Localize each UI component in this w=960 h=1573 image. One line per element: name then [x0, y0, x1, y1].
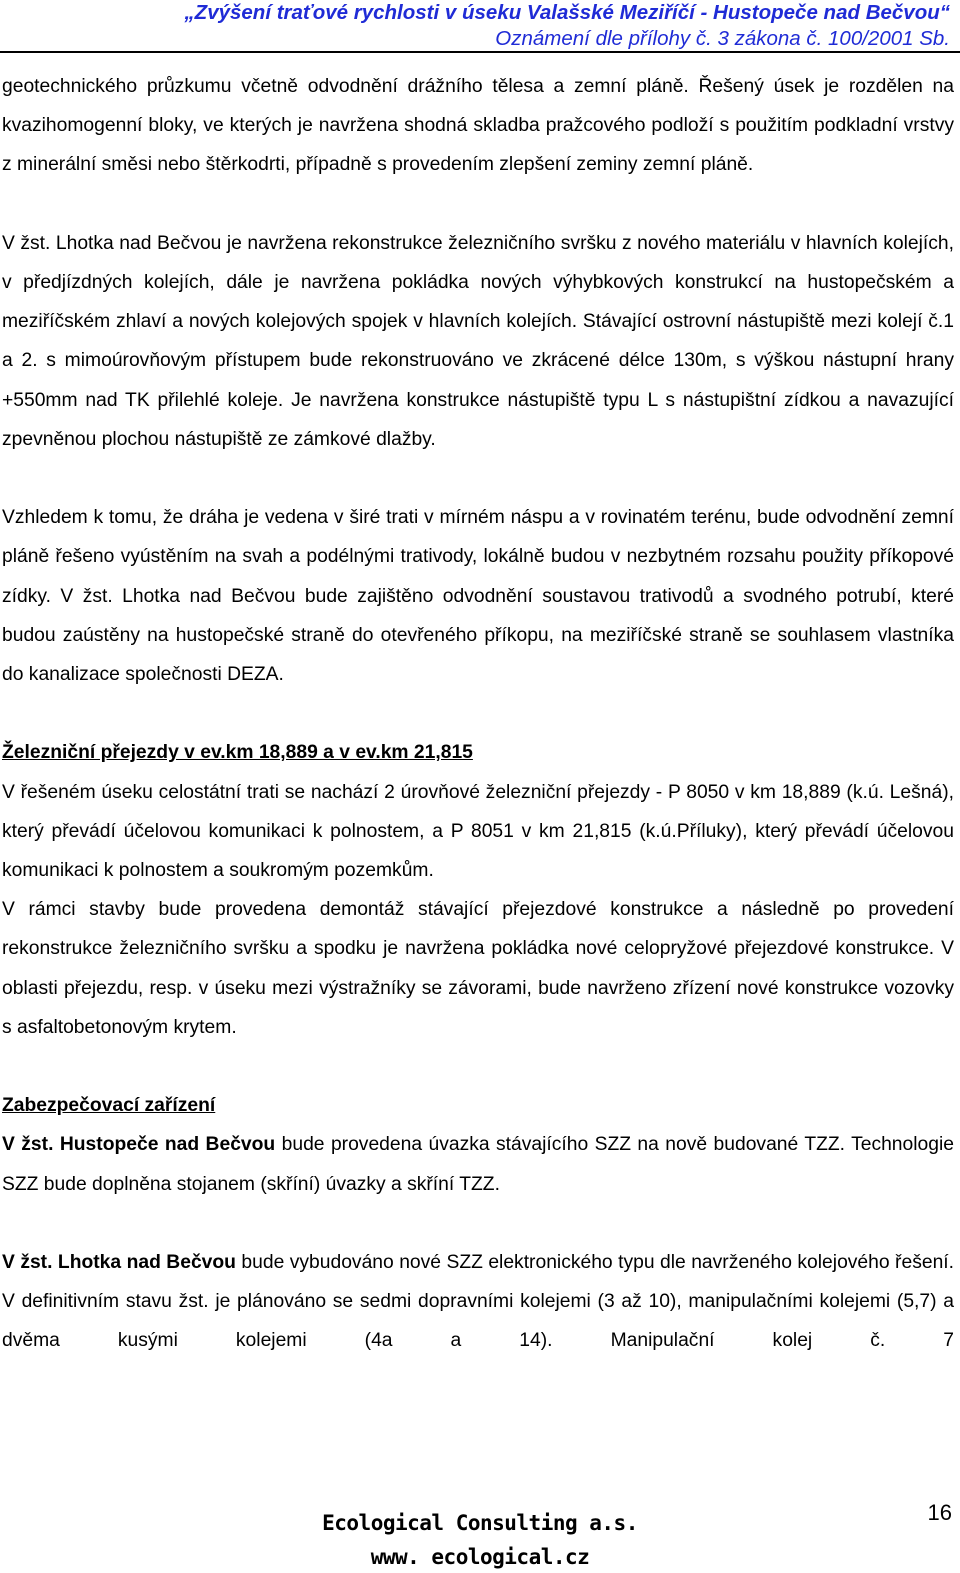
paragraph-lhotka-text: bude vybudováno nové SZZ elektronického typu dle navrženého kolejového řešení. V definitivním stavu žst. je plánováno se sedmi dopravními kolejemi (3 až 10), manipulačními kolejemi (5,7) a dvěma kusými kolejemi (4a a 14). Manipulační kolej č. 7 — [2, 1252, 955, 1352]
station-name-lhotka: V žst. Lhotka nad Bečvou — [2, 1252, 236, 1274]
paragraph-spacer — [2, 1047, 954, 1086]
paragraph-spacer — [2, 185, 954, 224]
paragraph-spacer — [2, 694, 954, 733]
document-header — [184, 0, 950, 52]
paragraph-geotechnical: geotechnického průzkumu včetně odvodnění drážního tělesa a zemní pláně. Řešený úsek je rozdělen na kvazihomogenní bloky, ve kterých je navržena shodná skladba pražcového podloží s použitím podkladní vrstvy z minerální směsi nebo štěrkodrti, případně s provedením zlepšení zeminy zemní pláně. — [2, 76, 954, 176]
heading-signalling: Zabezpečovací zařízení — [2, 1095, 216, 1117]
paragraph-hustopece-text: bude provedena úvazka stávajícího SZZ na nově budované TZZ. Technologie SZZ bude doplněna stojanem (skříní) úvazky a skříní TZZ. — [2, 1134, 954, 1195]
paragraph-lhotka-reconstruction: V žst. Lhotka nad Bečvou je navržena rekonstrukce železničního svršku z nového materiálu v hlavních kolejích, v předjízdných kolejích, dále je navržena pokládka nových výhybkových konstrukcí na hustopečském a meziříčském zhlaví a nových kolejových spojek v hlavních kolejích. Stávající ostrovní nástupiště mezi kolejí č.1 a 2. s mimoúrovňovým přístupem bude rekonstruováno ve zkrácené délce 130m, s výškou nástupní hrany +550mm nad TK přilehlé koleje. Je navržena konstrukce nástupiště typu L s nástupištní zídkou a navazující zpevněnou plochou nástupiště ze zámkové dlažby. — [2, 232, 954, 450]
document-subtitle: Oznámení dle přílohy č. 3 zákona č. 100/2001 Sb. — [495, 27, 950, 50]
paragraph-crossings-list: V řešeném úseku celostátní trati se nachází 2 úrovňové železniční přejezdy - P 8050 v km 18,889 (k.ú. Lešná), který převádí účelovou komunikaci k polnostem, a P 8051 v km 21,815 (k.ú.Příluky), který převádí účelovou komunikaci k polnostem a soukromým pozemkům. — [2, 781, 954, 882]
station-name-hustopece: V žst. Hustopeče nad Bečvou — [2, 1134, 276, 1156]
footer-website: www. ecological.cz — [370, 1545, 590, 1569]
paragraph-spacer — [2, 1204, 954, 1243]
footer-company-name: Ecological Consulting a.s. — [322, 1511, 638, 1535]
header-divider — [0, 51, 960, 53]
paragraph-spacer — [2, 459, 954, 498]
document-title: „Zvýšení traťové rychlosti v úseku Valašské Meziříčí - Hustopeče nad Bečvou“ — [184, 1, 950, 24]
paragraph-crossings-reconstruction: V rámci stavby bude provedena demontáž stávající přejezdové konstrukce a následně po provedení rekonstrukce železničního svršku a spodku je navržena pokládka nové celopryžové přejezdové konstrukce. V oblasti přejezdu, resp. v úseku mezi výstražníky se závorami, bude navrženo zřízení nové konstrukce vozovky s asfaltobetonovým krytem. — [2, 899, 954, 1038]
heading-level-crossings: Železniční přejezdy v ev.km 18,889 a v ev.km 21,815 — [2, 742, 473, 764]
paragraph-drainage: Vzhledem k tomu, že dráha je vedena v širé trati v mírném náspu a v rovinatém terénu, bude odvodnění zemní pláně řešeno vyústěním na svah a podélnými trativody, lokálně budou v nezbytném rozsahu použity příkopové zídky. V žst. Lhotka nad Bečvou bude zajištěno odvodnění soustavou trativodů a svodného potrubí, které budou zaústěny na hustopečské straně do otevřeného příkopu, na meziříčské straně se souhlasem vlastníka do kanalizace společnosti DEZA. — [2, 507, 954, 686]
paragraph-hustopece-signalling — [2, 1125, 954, 1203]
page-number: 16 — [927, 1500, 952, 1525]
paragraph-lhotka-signalling — [2, 1243, 954, 1361]
document-body — [2, 67, 954, 1361]
